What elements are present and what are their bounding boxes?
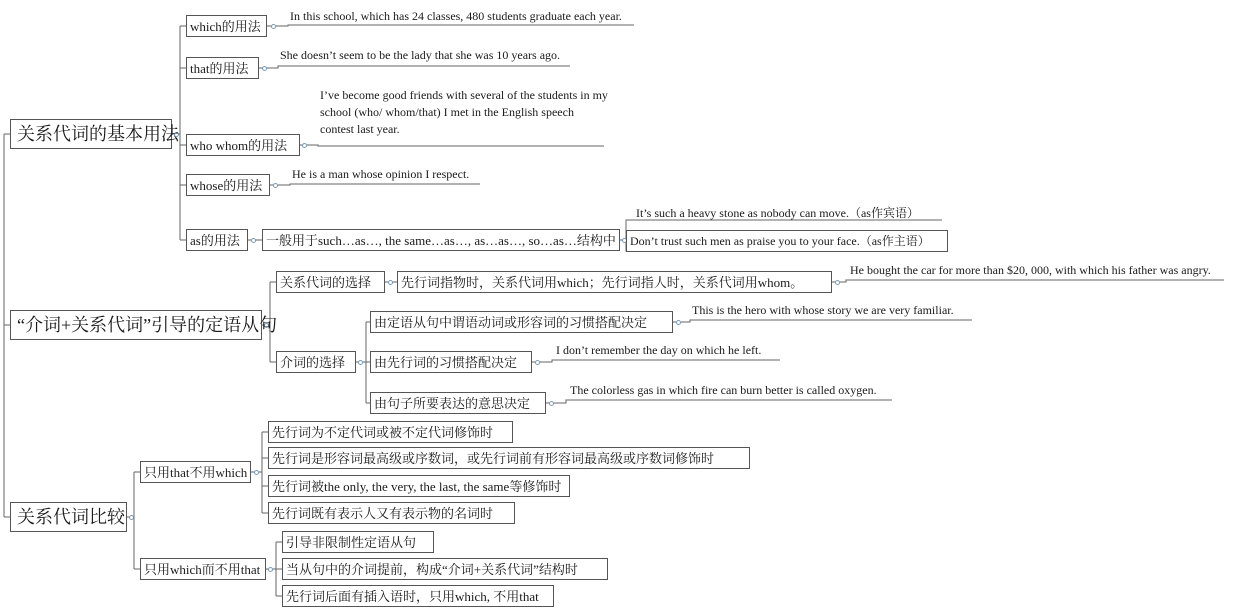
connector-dot: [549, 401, 554, 406]
connector-dot: [251, 238, 256, 243]
node-prep-rule-verb-adj[interactable]: [370, 311, 673, 333]
connector-dot: [268, 567, 273, 572]
node-only-which-label: 只用which而不用that: [144, 561, 261, 577]
example-as-subject-label: Don’t trust such men as praise you to your face.（as作主语）: [630, 234, 930, 248]
connector-dot: [271, 24, 276, 29]
example-which: In this school, which has 24 classes, 480 students graduate each year.: [290, 9, 622, 23]
example-prep-antecedent: I don’t remember the day on which he left.: [556, 343, 762, 357]
topic-prep-rel[interactable]: [10, 310, 278, 340]
node-who-whom-usage-label: who whom的用法: [190, 137, 288, 153]
node-as-rule-label: 一般用于such…as…, the same…as…, as…as…, so…as…结构中: [266, 232, 616, 248]
topic-comparison-label: 关系代词比较: [17, 507, 125, 527]
connector-dot: [676, 320, 681, 325]
topic-prep-rel-label: “介词+关系代词”引导的定语从句: [17, 315, 278, 335]
node-only-that-label: 只用that不用which: [144, 464, 248, 480]
example-as-subject[interactable]: [626, 230, 948, 252]
connector-dot: [302, 143, 307, 148]
topic-comparison[interactable]: [10, 502, 127, 532]
rule-that-person-thing-label: 先行词既有表示人又有表示物的名词时: [272, 505, 494, 521]
example-as-object: It’s such a heavy stone as nobody can move.（as作宾语）: [636, 206, 919, 220]
rule-which-nonrestrictive[interactable]: [282, 531, 434, 553]
connector-dot: [835, 280, 840, 285]
node-choice-prep[interactable]: [276, 351, 356, 373]
node-whose-usage[interactable]: [186, 174, 270, 196]
rule-that-indefinite-label: 先行词为不定代词或被不定代词修饰时: [272, 424, 494, 440]
node-which-usage-label: which的用法: [190, 18, 261, 34]
example-who-whom: I’ve become good friends with several of the students in my school (who/ whom/that) I met in the English speech contest last year.: [320, 88, 608, 136]
node-who-whom-usage[interactable]: [186, 134, 300, 156]
node-that-usage-label: that的用法: [190, 60, 249, 76]
rule-that-indefinite[interactable]: [268, 421, 513, 443]
connector-dot: [535, 360, 540, 365]
rule-that-person-thing[interactable]: [268, 502, 515, 524]
node-prep-rule-meaning[interactable]: [370, 392, 546, 414]
rule-that-only-very-label: 先行词被the only, the very, the last, the same等修饰时: [272, 478, 562, 494]
node-prep-rule-meaning-label: 由句子所要表达的意思决定: [374, 395, 531, 411]
connector-dot: [254, 470, 259, 475]
rule-which-parenthesis[interactable]: [282, 585, 554, 607]
connector-dot: [388, 280, 393, 285]
node-as-rule[interactable]: [262, 229, 620, 251]
example-prep-meaning: The colorless gas in which fire can burn better is called oxygen.: [570, 383, 877, 397]
node-choice-rel[interactable]: [276, 271, 385, 293]
connector-dot: [358, 360, 363, 365]
node-only-that[interactable]: [140, 461, 251, 483]
topic-basic-usage[interactable]: [10, 119, 179, 149]
example-that: She doesn’t seem to be the lady that she was 10 years ago.: [280, 48, 561, 62]
rule-that-only-very[interactable]: [268, 475, 570, 497]
rule-that-superlative[interactable]: [268, 447, 750, 469]
rule-which-nonrestrictive-label: 引导非限制性定语从句: [286, 534, 417, 550]
node-choice-rel-rule-label: 先行词指物时，关系代词用which；先行词指人时，关系代词用whom。: [401, 274, 804, 290]
connector-dot: [273, 183, 278, 188]
node-whose-usage-label: whose的用法: [190, 177, 263, 193]
rule-which-parenthesis-label: 先行词后面有插入语时，只用which, 不用that: [286, 588, 539, 604]
connector-dot: [129, 515, 134, 520]
node-prep-rule-verb-adj-label: 由定语从句中谓语动词或形容词的习惯搭配决定: [374, 314, 648, 330]
node-prep-rule-antecedent-label: 由先行词的习惯搭配决定: [374, 354, 518, 370]
rule-that-superlative-label: 先行词是形容词最高级或序数词，或先行词前有形容词最高级或序数词修饰时: [272, 450, 715, 466]
node-prep-rule-antecedent[interactable]: [370, 351, 532, 373]
topic-basic-usage-label: 关系代词的基本用法: [17, 124, 179, 144]
node-as-usage-label: as的用法: [190, 232, 240, 248]
example-choice-rel: He bought the car for more than $20, 000, with which his father was angry.: [850, 263, 1211, 277]
rule-which-prep-front[interactable]: [282, 558, 608, 580]
node-that-usage[interactable]: [186, 57, 259, 79]
node-choice-rel-rule[interactable]: [397, 271, 832, 293]
connector-dot: [262, 66, 267, 71]
rule-which-prep-front-label: 当从句中的介词提前，构成“介词+关系代词”结构时: [286, 561, 578, 577]
node-choice-prep-label: 介词的选择: [280, 354, 346, 370]
node-choice-rel-label: 关系代词的选择: [280, 274, 372, 290]
example-whose: He is a man whose opinion I respect.: [292, 167, 470, 181]
node-which-usage[interactable]: [186, 15, 267, 37]
example-prep-verb-adj: This is the hero with whose story we are very familiar.: [692, 303, 954, 317]
node-only-which[interactable]: [140, 558, 266, 580]
node-as-usage[interactable]: [186, 229, 248, 251]
